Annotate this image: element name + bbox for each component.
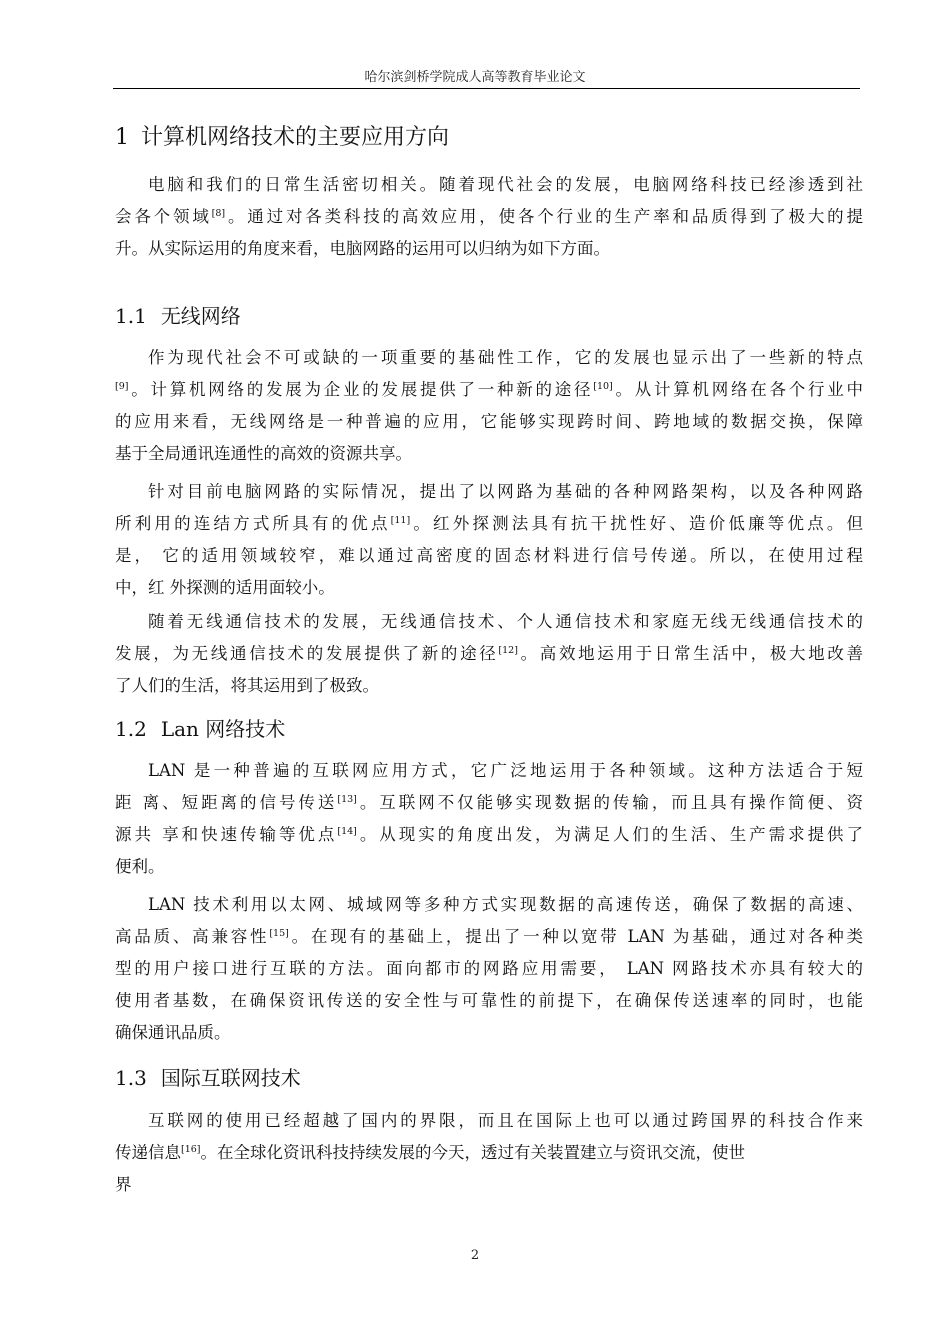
header-divider — [113, 88, 860, 89]
section-title: 无线网络 — [160, 304, 241, 328]
text-line: 针对目前电脑网路的实际情况，提出了以网路为基础的各种网路架构，以及各种网路 — [148, 482, 863, 501]
citation-ref: [16] — [181, 1144, 201, 1155]
running-header: 哈尔滨剑桥学院成人高等教育毕业论文 — [364, 70, 586, 85]
text-line: 电脑和我们的日常生活密切相关。随着现代社会的发展，电脑网络科技已经渗透到社 — [148, 175, 863, 194]
section-title: Lan 网络技术 — [160, 717, 286, 741]
text-line: 确保通讯品质。 — [115, 1023, 231, 1042]
section-1-2-paragraph-2 — [115, 889, 863, 1049]
citation-ref: [10] — [593, 381, 613, 392]
section-1-1-paragraph-3 — [115, 606, 863, 702]
chapter-heading — [115, 120, 449, 151]
text-line: 高品质、高兼容性[15]。在现有的基础上，提出了一种以宽带 LAN 为基础，通过对各种类 — [115, 927, 863, 946]
text-line: LAN 是一种普遍的互联网应用方式，它广泛地运用于各种领域。这种方法适合于短 — [148, 761, 863, 780]
citation-ref: [11] — [390, 515, 411, 526]
citation-ref: [13] — [337, 794, 357, 805]
text-line: 随着无线通信技术的发展，无线通信技术、个人通信技术和家庭无线无线通信技术的 — [148, 612, 863, 631]
text-line: 所利用的连结方式所具有的优点[11]。红外探测法具有抗干扰性好、造价低廉等优点。但 — [115, 514, 863, 533]
section-number: 1.1 — [115, 304, 147, 328]
section-heading-1-3 — [115, 1062, 301, 1091]
text-line: 型的用户接口进行互联的方法。面向都市的网路应用需要， LAN 网路技术亦具有较大的 — [115, 959, 863, 978]
section-number: 1.3 — [115, 1066, 147, 1090]
section-1-1-paragraph-2 — [115, 476, 863, 604]
text-line: 互联网的使用已经超越了国内的界限，而且在国际上也可以通过跨国界的科技合作来 — [148, 1111, 863, 1130]
text-line: 使用者基数，在确保资讯传送的安全性与可靠性的前提下，在确保传送速率的同时，也能 — [115, 991, 863, 1010]
text-line: 距 离、短距离的信号传送[13]。互联网不仅能够实现数据的传输，而且具有操作简便、资 — [115, 793, 863, 812]
intro-paragraph — [115, 169, 863, 265]
citation-ref: [14] — [337, 826, 357, 837]
page-number: 2 — [470, 1248, 480, 1263]
chapter-title: 计算机网络技术的主要应用方向 — [141, 125, 450, 150]
text-line: 便利。 — [115, 857, 165, 876]
text-line: 基于全局通讯连通性的高效的资源共享。 — [115, 444, 412, 463]
text-line: [9]。计算机网络的发展为企业的发展提供了一种新的途径[10]。从计算机网络在各个行业中 — [115, 380, 863, 399]
text-line: 源共 享和快速传输等优点[14]。从现实的角度出发，为满足人们的生活、生产需求提供了 — [115, 825, 863, 844]
text-line: 作为现代社会不可或缺的一项重要的基础性工作，它的发展也显示出了一些新的特点 — [148, 348, 863, 367]
text-line: LAN 技术利用以太网、城域网等多种方式实现数据的高速传送，确保了数据的高速、 — [148, 895, 863, 914]
text-line: 发展，为无线通信技术的发展提供了新的途径[12]。高效地运用于日常生活中，极大地改善 — [115, 644, 863, 663]
citation-ref: [9] — [115, 381, 129, 392]
section-heading-1-1 — [115, 300, 241, 329]
section-number: 1.2 — [115, 717, 147, 741]
text-line: 升。从实际运用的角度来看，电脑网路的运用可以归纳为如下方面。 — [115, 239, 610, 258]
text-line: 会各个领域[8]。通过对各类科技的高效应用，使各个行业的生产率和品质得到了极大的提 — [115, 207, 863, 226]
section-1-1-paragraph-1 — [115, 342, 863, 470]
text-line: 是， 它的适用领域较窄，难以通过高密度的固态材料进行信号传递。所以，在使用过程 — [115, 546, 863, 565]
citation-ref: [12] — [498, 645, 518, 656]
section-1-2-paragraph-1 — [115, 755, 863, 883]
text-line: 的应用来看，无线网络是一种普遍的应用，它能够实现跨时间、跨地域的数据交换，保障 — [115, 412, 863, 431]
chapter-number: 1 — [115, 125, 129, 150]
section-heading-1-2 — [115, 713, 285, 742]
section-1-3-paragraph-1 — [115, 1105, 863, 1201]
text-line: 中，红 外探测的适用面较小。 — [115, 578, 335, 597]
citation-ref: [8] — [211, 208, 226, 219]
text-line: 了人们的生活，将其运用到了极致。 — [115, 676, 379, 695]
text-line: 传递信息[16]。在全球化资讯科技持续发展的今天，透过有关装置建立与资讯交流，使世 — [115, 1143, 746, 1162]
section-title: 国际互联网技术 — [160, 1066, 301, 1090]
text-line: 界 — [115, 1175, 132, 1194]
citation-ref: [15] — [269, 928, 289, 939]
